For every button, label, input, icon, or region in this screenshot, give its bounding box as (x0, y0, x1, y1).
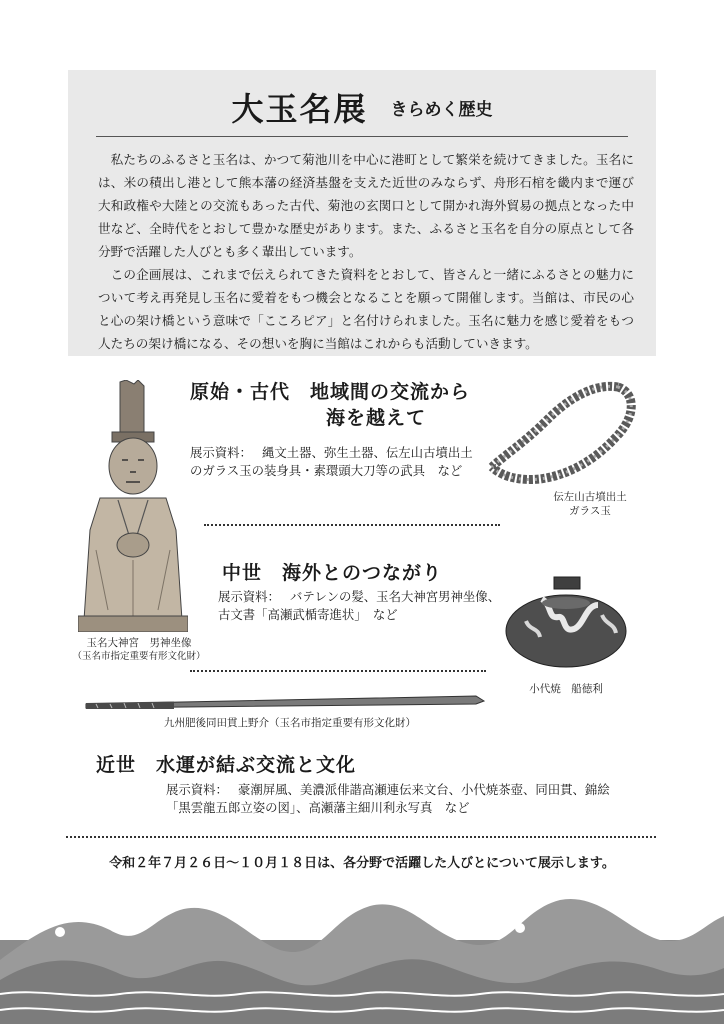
intro-paragraph-2: この企画展は、これまで伝えられてきた資料をとおして、皆さんと一緒にふるさとの魅力について考え再発見し玉名に愛着をもつ機会となることを願って開催します。当館は、市民の心と心の架け橋という意味で「こころピア」と名付けられました。玉名に魅力を感じ愛着をもつ人たちの架け橋になる、その想いを胸に当館はこれからも活動していきます。 (98, 267, 634, 351)
ship-bottle-image (502, 575, 630, 671)
divider-3 (66, 836, 656, 838)
section-ancient-exhibits (190, 444, 476, 480)
section-ancient-heading (190, 379, 510, 431)
statue-caption-line-2: （玉名市指定重要有形文化財） (72, 651, 206, 662)
page-title: 大玉名展 (231, 90, 368, 128)
sword-caption: 九州肥後同田貫上野介（玉名市指定重要有形文化財） (164, 717, 416, 729)
statue-caption (64, 636, 214, 664)
section-medieval-exhibits (218, 588, 504, 624)
intro-box (68, 70, 656, 356)
pot-caption: 小代焼 船徳利 (529, 683, 603, 695)
intro-text (98, 148, 634, 355)
title-divider (96, 136, 628, 137)
exhibit-items: バテレンの髪、玉名大神宮男神坐像、古文書「高瀬武楯寄進状」 など (218, 589, 501, 622)
intro-paragraph-1: 私たちのふるさと玉名は、かつて菊池川を中心に港町として繁栄を続けてきました。玉名には、米の積出し港として熊本藩の経済基盤を支えた近世のみならず、舟形石棺を畿内まで運び大和政権や大陸との交流もあった古代、菊池の玄関口として開かれ海外貿易の拠点となった中世など、全時代をとおして豊かな歴史があります。また、ふるさと玉名を自分の原点として各分野で活躍した人びとも多く輩出しています。 (98, 152, 634, 259)
beads-caption-line-1: 伝左山古墳出土 (553, 491, 627, 503)
statue-image (78, 380, 188, 632)
exhibit-items: 縄文土器、弥生土器、伝左山古墳出土のガラス玉の装身具・素環頭大刀等の武具 など (190, 445, 473, 478)
section-early-modern-exhibits (166, 781, 616, 817)
section-medieval-heading: 中世 海外とのつながり (222, 562, 443, 584)
exhibit-label: 展示資料： (218, 589, 280, 604)
section-ancient-heading-line-1: 原始・古代 地域間の交流から (190, 381, 471, 403)
exhibit-items: 豪潮屏風、美濃派俳諧高瀬連伝来文台、小代焼茶壺、同田貫、錦絵「黒雲龍五郎立姿の図」、高瀬藩主細川利永写真 など (166, 782, 610, 815)
beads-caption (520, 490, 660, 518)
schedule-notice: 令和２年７月２６日～１０月１８日は、各分野で活躍した人びとについて展示します。 (109, 856, 615, 871)
section-ancient-heading-line-2: 海を越えて (326, 407, 427, 429)
sword-image (84, 692, 486, 714)
statue-caption-line-1: 玉名大神宮 男神坐像 (86, 637, 192, 649)
beads-caption-line-2: ガラス玉 (569, 505, 611, 517)
wave-decoration (0, 870, 724, 1024)
divider-2 (190, 670, 486, 672)
title-row (68, 84, 656, 130)
exhibit-label: 展示資料： (166, 782, 228, 797)
section-early-modern-heading: 近世 水運が結ぶ交流と文化 (96, 754, 357, 776)
exhibit-label: 展示資料： (190, 445, 252, 460)
divider-1 (204, 524, 500, 526)
page-subtitle: きらめく歴史 (390, 99, 493, 120)
